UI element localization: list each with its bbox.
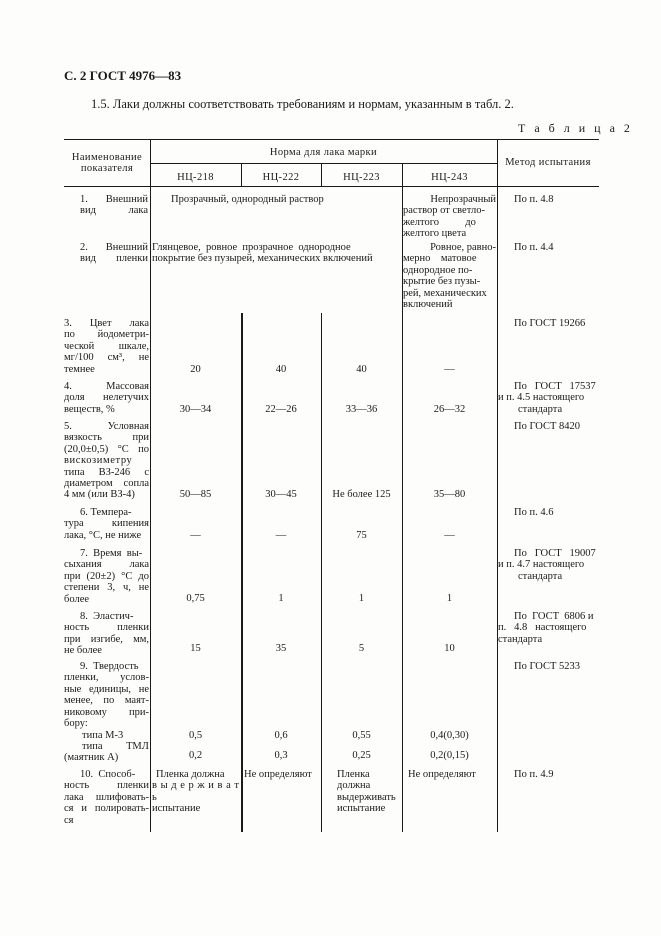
row-10-value-2: Не определяют: [244, 769, 312, 780]
row-3-value-1: 20: [190, 364, 201, 375]
row-8-method: По ГОСТ 6806 и п. 4.8 настоящего стандарта: [498, 611, 594, 645]
row-9-method: По ГОСТ 5233: [514, 661, 581, 672]
row-9-sub-a-value-2: 0,6: [274, 730, 288, 741]
row-5-name: 5. Условная вязкость при (20,0±0,5) °С по вискозиметру типа ВЗ-246 с диаметром сопла 4 мм (или ВЗ-4): [64, 421, 149, 501]
row-4-method: По ГОСТ 17537 и п. 4.5 настоящего стандарта: [498, 381, 596, 415]
table-top-rule: [64, 139, 599, 140]
row-10-method: По п. 4.9: [514, 769, 554, 780]
row-5-value-4: 35—80: [433, 489, 466, 500]
row-2-name: 2. Внешний вид пленки: [80, 242, 148, 265]
row-6-method: По п. 4.6: [514, 507, 554, 518]
row-6-value-4: —: [444, 530, 455, 541]
row-10-value-3: Пленка должна выдерживать испытание: [337, 769, 396, 815]
row-10-value-4: Не определяют: [408, 769, 476, 780]
row-1-value-4: Непрозрачный раствор от светло- желтого до желтого цвета: [403, 194, 496, 240]
row-6-value-1: —: [190, 530, 201, 541]
row-2-merged-value: Глянцевое, ровное прозрачное однородное покрытие без пузырей, механических включений: [152, 242, 373, 265]
row-6-value-3: 75: [356, 530, 367, 541]
page-header: С. 2 ГОСТ 4976—83: [64, 68, 182, 83]
table-label: Т а б л и ц а 2: [518, 121, 633, 135]
header-grade-2: НЦ-222: [262, 172, 300, 183]
row-5-value-2: 30—45: [265, 489, 297, 500]
row-9-sub-b-label: типа ТМЛ (маятник А): [64, 741, 149, 764]
row-9-sub-a-value-4: 0,4(0,30): [430, 730, 469, 741]
row-9-sub-b-value-2: 0,3: [274, 750, 288, 761]
row-3-value-2: 40: [275, 364, 287, 375]
row-5-value-1: 50—85: [179, 489, 212, 500]
header-name: Наименование показателя: [71, 152, 143, 175]
row-1-method: По п. 4.8: [514, 194, 554, 205]
row-7-name: 7. Время вы- сыхания лака при (20±2) °С до степени 3, ч, не более: [64, 548, 149, 605]
row-4-value-2: 22—26: [265, 404, 297, 415]
row-8-value-4: 10: [444, 643, 455, 654]
row-3-value-4: —: [444, 364, 455, 375]
header-bottom-rule: [64, 186, 599, 187]
row-7-value-1: 0,75: [186, 593, 205, 604]
row-4-value-1: 30—34: [179, 404, 212, 415]
header-grade-1: НЦ-218: [177, 172, 214, 183]
row-2-method: По п. 4.4: [514, 242, 554, 253]
row-9-sub-b-value-1: 0,2: [188, 750, 203, 761]
row-3-value-3: 40: [356, 364, 367, 375]
header-grade-3: НЦ-223: [343, 172, 380, 183]
row-4-value-4: 26—32: [433, 404, 466, 415]
row-5-method: По ГОСТ 8420: [514, 421, 581, 432]
row-7-value-4: 1: [446, 593, 453, 604]
row-9-sub-b-value-3: 0,25: [352, 750, 371, 761]
row-1-merged-value: Прозрачный, однородный раствор: [171, 194, 324, 205]
header-norm: Норма для лака марки: [269, 147, 378, 158]
row-6-value-2: —: [275, 530, 287, 541]
row-9-sub-b-value-4: 0,2(0,15): [430, 750, 469, 761]
row-10-value-1: Пленка должна в ы д е р ж и в а т ь испытание: [152, 769, 240, 815]
row-1-name: 1. Внешний вид лака: [80, 194, 148, 217]
row-9-sub-a-value-3: 0,55: [352, 730, 371, 741]
row-7-value-2: 1: [278, 593, 284, 604]
header-grade-4: НЦ-243: [431, 172, 468, 183]
row-9-name: 9. Твердость пленки, услов- ные единицы, не менее, по маят- никовому при- бору:: [64, 661, 149, 730]
norm-header-rule: [150, 163, 497, 164]
row-6-name: 6. Темпера- тура кипения лака, °С, не ниже: [64, 507, 149, 541]
row-2-value-4: Ровное, равно- мерно матовое однородное по- крытие без пузы- рей, механических включений: [403, 242, 496, 311]
divider-method: [497, 139, 498, 832]
row-9-sub-a-label: типа М-3: [82, 730, 124, 741]
row-7-value-3: 1: [358, 593, 365, 604]
row-3-method: По ГОСТ 19266: [514, 318, 586, 329]
row-8-value-2: 35: [275, 643, 287, 654]
row-9-sub-a-value-1: 0,5: [188, 730, 203, 741]
row-3-name: 3. Цвет лака по йодометри- ческой шкале, мг/100 см³, не темнее: [64, 318, 149, 375]
row-8-value-1: 15: [190, 643, 201, 654]
row-5-value-3: Не более 125: [332, 489, 391, 500]
divider-name: [150, 139, 151, 832]
header-method: Метод испытания: [505, 157, 591, 168]
intro-paragraph: 1.5. Лаки должны соответствовать требованиям и нормам, указанным в табл. 2.: [91, 97, 514, 111]
row-4-name: 4. Массовая доля нелетучих веществ, %: [64, 381, 149, 415]
row-7-method: По ГОСТ 19007 и п. 4.7 настоящего стандарта: [498, 548, 596, 582]
row-10-name: 10. Способ- ность пленки лака шлифовать- ся и полировать- ся: [64, 769, 149, 826]
row-8-name: 8. Эластич- ность пленки при изгибе, мм, не более: [64, 611, 149, 657]
row-8-value-3: 5: [358, 643, 365, 654]
row-4-value-3: 33—36: [345, 404, 378, 415]
